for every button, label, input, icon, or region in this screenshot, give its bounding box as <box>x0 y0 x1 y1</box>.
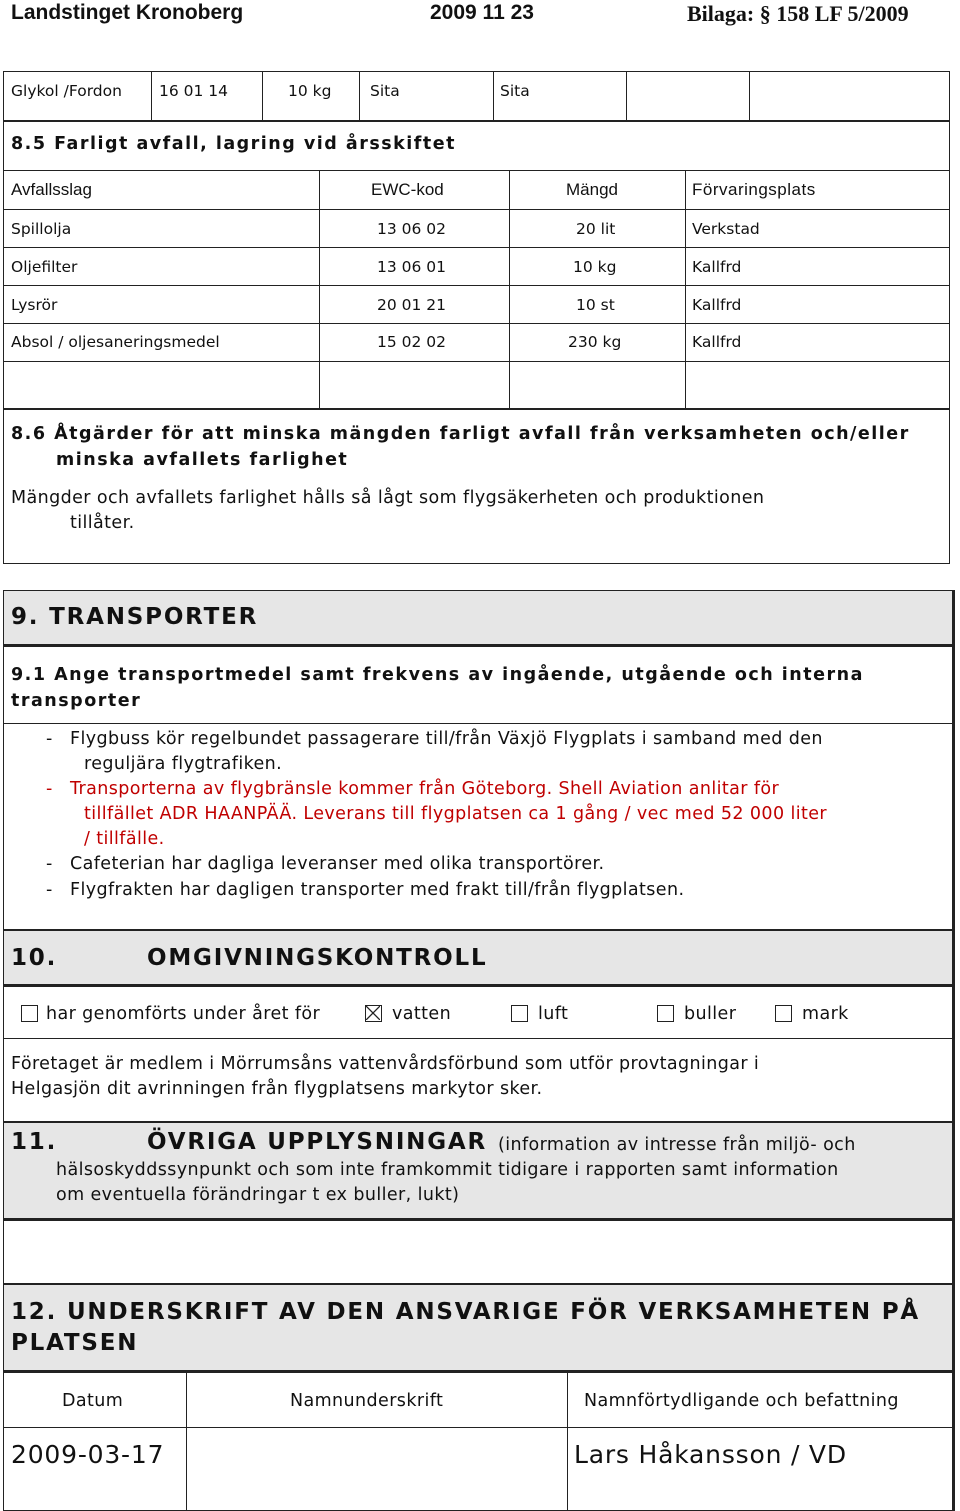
table-cell: 10 st <box>576 296 615 314</box>
section-8-6-text: Mängder och avfallets farlighet hålls så lågt som flygsäkerheten och produktionen <box>11 488 765 508</box>
section-12-title: 12. UNDERSKRIFT AV DEN ANSVARIGE FÖR VERKSAMHETEN PÅ <box>11 1299 921 1325</box>
column-header-storage: Förvaringsplats <box>692 180 816 199</box>
section-10-text-cont: Helgasjön dit avrinningen från flygplatsens markytor sker. <box>11 1079 543 1099</box>
bullet-text: Cafeterian har dagliga leveranser med olika transportörer. <box>70 854 605 874</box>
bullet-text: Transporterna av flygbränsle kommer från Göteborg. Shell Aviation anlitar för <box>70 779 780 799</box>
top-row-amount: 10 kg <box>288 82 332 100</box>
section-11-content-box <box>3 1220 955 1284</box>
section-8-6-text-cont: tillåter. <box>70 513 135 533</box>
checkbox-ground[interactable] <box>775 1005 792 1022</box>
section-10-number: 10. <box>11 945 58 971</box>
section-9-1-title-cont: transporter <box>11 691 142 711</box>
column-header-amount: Mängd <box>566 180 618 199</box>
table-cell: Spillolja <box>11 220 72 238</box>
column-header-ewc: EWC-kod <box>371 180 444 199</box>
top-row-code: 16 01 14 <box>159 82 229 100</box>
table-cell: 20 01 21 <box>377 296 447 314</box>
top-row-table <box>3 71 950 121</box>
table-cell: 13 06 01 <box>377 258 447 276</box>
bullet-dash: - <box>46 880 53 900</box>
top-row-receiver: Sita <box>370 82 400 100</box>
section-9-1-title: 9.1 Ange transportmedel samt frekvens av ingående, utgående och interna <box>11 665 864 685</box>
bullet-dash: - <box>46 779 53 799</box>
section-8-5-table <box>3 121 950 409</box>
table-cell: 15 02 02 <box>377 333 447 351</box>
bullet-text: Flygbuss kör regelbundet passagerare till/från Växjö Flygplats i samband med den <box>70 729 823 749</box>
bullet-text-cont: reguljära flygtrafiken. <box>84 754 283 774</box>
table-cell: Oljefilter <box>11 258 78 276</box>
checkbox-water[interactable] <box>365 1005 382 1022</box>
section-12-title-cont: PLATSEN <box>11 1330 139 1356</box>
checkbox-performed[interactable] <box>21 1005 38 1022</box>
table-cell: Lysrör <box>11 296 58 314</box>
section-12-header <box>3 1284 955 1372</box>
table-cell: 13 06 02 <box>377 220 447 238</box>
table-cell: Kallfrd <box>692 258 742 276</box>
section-11-number: 11. <box>11 1129 58 1155</box>
table-cell: Kallfrd <box>692 296 742 314</box>
checkmark-x-icon <box>366 1006 380 1020</box>
section-8-5-title: 8.5 Farligt avfall, lagring vid årsskiftet <box>11 134 457 154</box>
top-row-transporter: Sita <box>500 82 530 100</box>
section-9-title: 9. TRANSPORTER <box>11 604 259 630</box>
signature-name: Lars Håkansson / VD <box>574 1440 847 1469</box>
table-cell: 10 kg <box>573 258 617 276</box>
bullet-text-cont: / tillfälle. <box>84 829 165 849</box>
table-cell: 20 lit <box>576 220 616 238</box>
section-10-text: Företaget är medlem i Mörrumsåns vattenvårdsförbund som utför provtagningar i <box>11 1054 760 1074</box>
bullet-dash: - <box>46 729 53 749</box>
checkbox-performed-label: har genomförts under året för <box>46 1004 321 1024</box>
column-header-date: Datum <box>62 1391 124 1411</box>
table-cell: Verkstad <box>692 220 760 238</box>
checkbox-noise[interactable] <box>657 1005 674 1022</box>
checkbox-noise-label: buller <box>684 1004 737 1024</box>
checkbox-air-label: luft <box>538 1004 569 1024</box>
signature-date: 2009-03-17 <box>11 1440 165 1469</box>
table-cell: Absol / oljesaneringsmedel <box>11 333 220 351</box>
checkbox-water-label: vatten <box>392 1004 452 1024</box>
top-row-name: Glykol /Fordon <box>11 82 122 100</box>
header-org: Landstinget Kronoberg <box>11 1 244 24</box>
column-header-name-title: Namnförtydligande och befattning <box>584 1391 899 1411</box>
section-11-intro-cont: hälsoskyddssynpunkt och som inte framkommit tidigare i rapporten samt information <box>56 1160 839 1180</box>
section-11-intro-cont: om eventuella förändringar t ex buller, lukt) <box>56 1185 460 1205</box>
checkbox-air[interactable] <box>511 1005 528 1022</box>
section-8-6-title-cont: minska avfallets farlighet <box>56 450 349 470</box>
header-appendix: Bilaga: § 158 LF 5/2009 <box>687 1 909 26</box>
table-cell: 230 kg <box>568 333 622 351</box>
section-8-6-title: 8.6 Åtgärder för att minska mängden farligt avfall från verksamheten och/eller <box>11 424 910 444</box>
bullet-dash: - <box>46 854 53 874</box>
bullet-text: Flygfrakten har dagligen transporter med frakt till/från flygplatsen. <box>70 880 685 900</box>
checkbox-ground-label: mark <box>802 1004 849 1024</box>
table-cell: Kallfrd <box>692 333 742 351</box>
bullet-text-cont: tillfället ADR HAANPÄÄ. Leverans till flygplatsen ca 1 gång / vec med 52 000 liter <box>84 804 827 824</box>
column-header-signature: Namnunderskrift <box>290 1391 444 1411</box>
section-11-title: ÖVRIGA UPPLYSNINGAR <box>147 1129 488 1155</box>
header-date: 2009 11 23 <box>430 1 534 24</box>
section-10-title: OMGIVNINGSKONTROLL <box>147 945 488 971</box>
section-11-intro: (information av intresse från miljö- och <box>498 1135 856 1155</box>
column-header-waste-type: Avfallsslag <box>11 180 92 199</box>
